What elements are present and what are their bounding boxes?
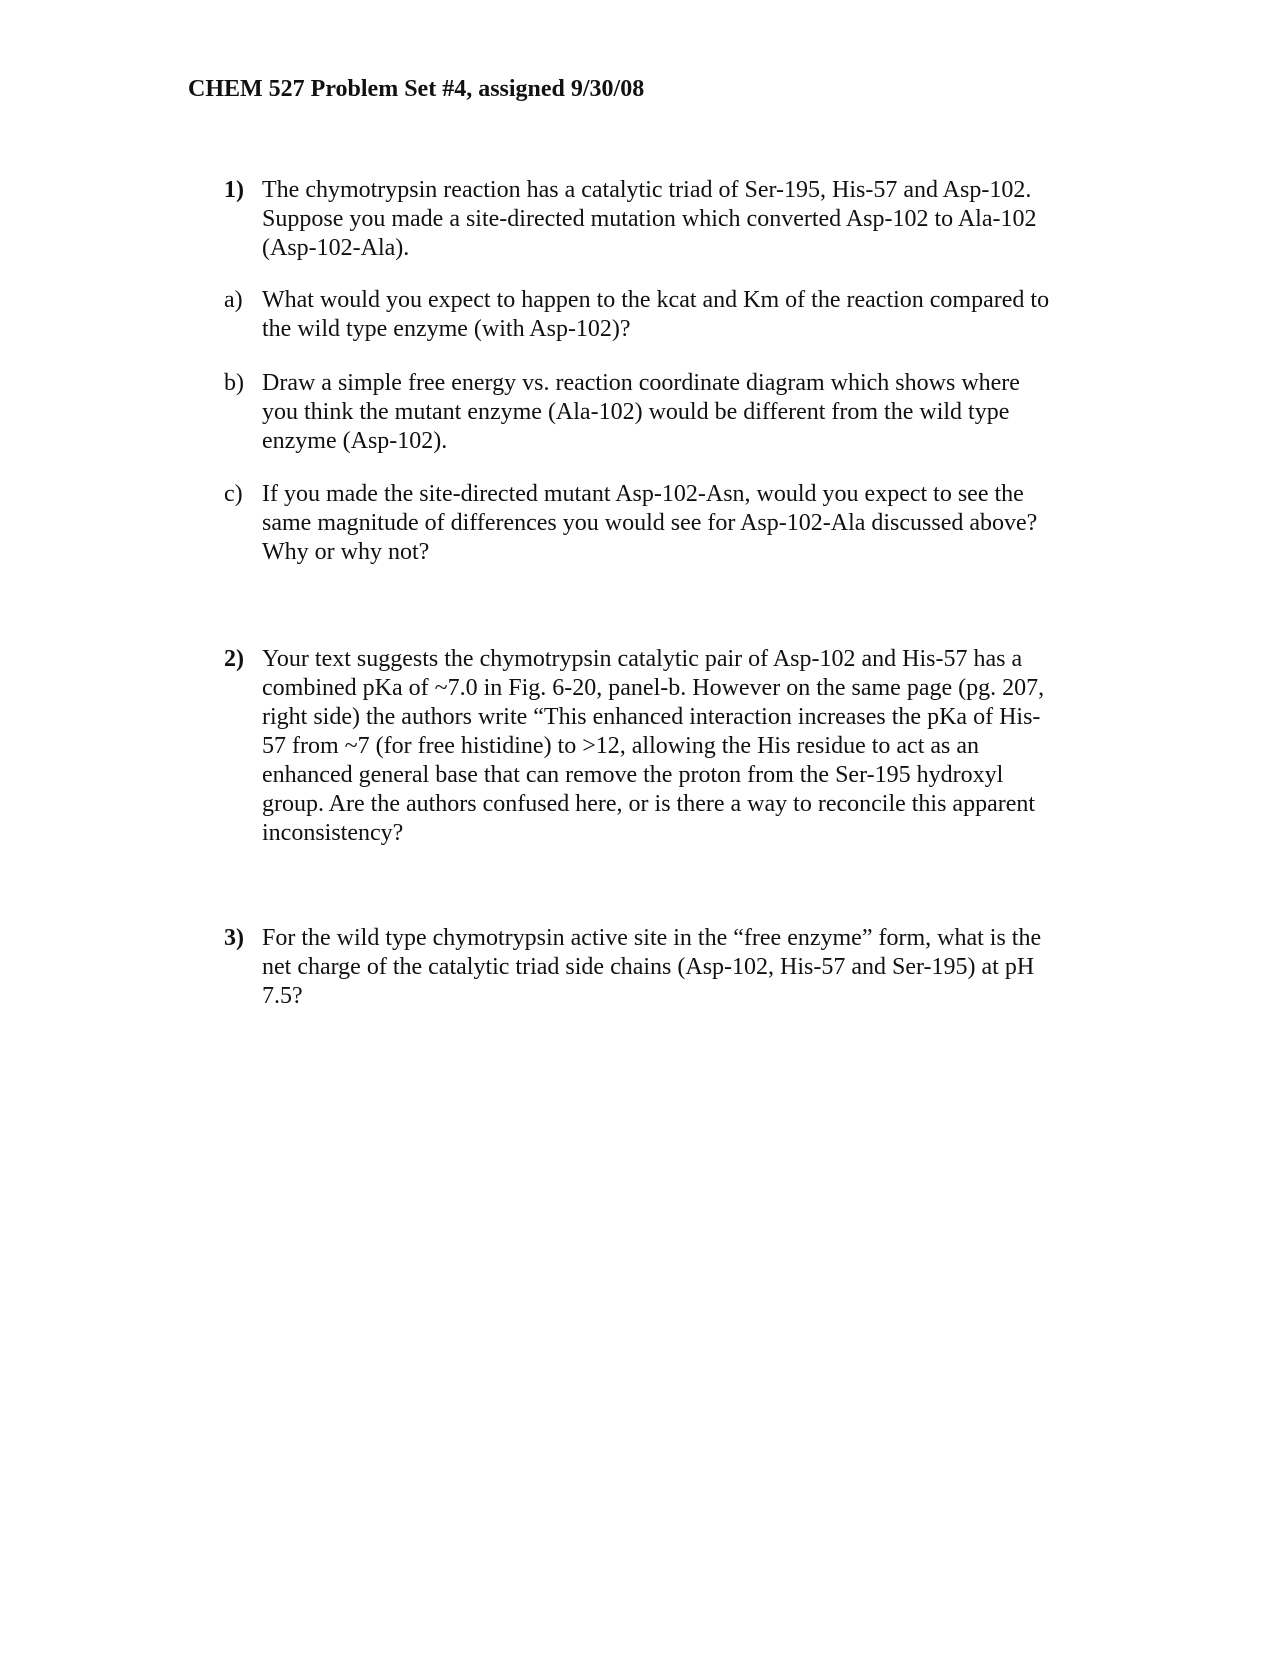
- subquestion-text: Draw a simple free energy vs. reaction coordinate diagram which shows where you think the mutant enzyme (Ala-102) would be different from the wild type enzyme (Asp-102).: [262, 370, 1020, 454]
- subquestion-text: What would you expect to happen to the kcat and Km of the reaction compared to the wild type enzyme (with Asp-102)?: [262, 287, 1050, 342]
- question-text: The chymotrypsin reaction has a catalytic triad of Ser-195, His-57 and Asp-102. Suppose you made a site-directed mutation which converted Asp-102 to Ala-102 (Asp-102-Ala).: [262, 177, 1037, 261]
- question-1b: [224, 369, 1104, 456]
- question-marker: 3): [224, 925, 244, 951]
- question-text: Your text suggests the chymotrypsin catalytic pair of Asp-102 and His-57 has a combined pKa of ~7.0 in Fig. 6-20, panel-b. However on the same page (pg. 207, right side) the authors write “This enhanced interaction increases the pKa of His- 57 from ~7 (for free histidine) to >12, allowing the His residue to act as an enhanced general base that can remove the proton from the Ser-195 hydroxyl group. Are the authors confused here, or is there a way to reconcile this apparent inconsistency?: [262, 646, 1045, 846]
- subquestion-marker: b): [224, 370, 244, 396]
- question-1c: [224, 480, 1104, 567]
- question-marker: 1): [224, 177, 244, 203]
- question-3: [224, 924, 1104, 1011]
- subquestion-marker: c): [224, 481, 243, 507]
- question-marker: 2): [224, 646, 244, 672]
- question-1: [224, 176, 1104, 263]
- subquestion-marker: a): [224, 287, 243, 313]
- question-2: [224, 645, 1104, 848]
- question-1a: [224, 286, 1104, 344]
- document-title: CHEM 527 Problem Set #4, assigned 9/30/08: [188, 76, 645, 102]
- subquestion-text: If you made the site-directed mutant Asp-102-Asn, would you expect to see the same magnitude of differences you would see for Asp-102-Ala discussed above? Why or why not?: [262, 481, 1038, 565]
- question-text: For the wild type chymotrypsin active site in the “free enzyme” form, what is the net charge of the catalytic triad side chains (Asp-102, His-57 and Ser-195) at pH 7.5?: [262, 925, 1042, 1009]
